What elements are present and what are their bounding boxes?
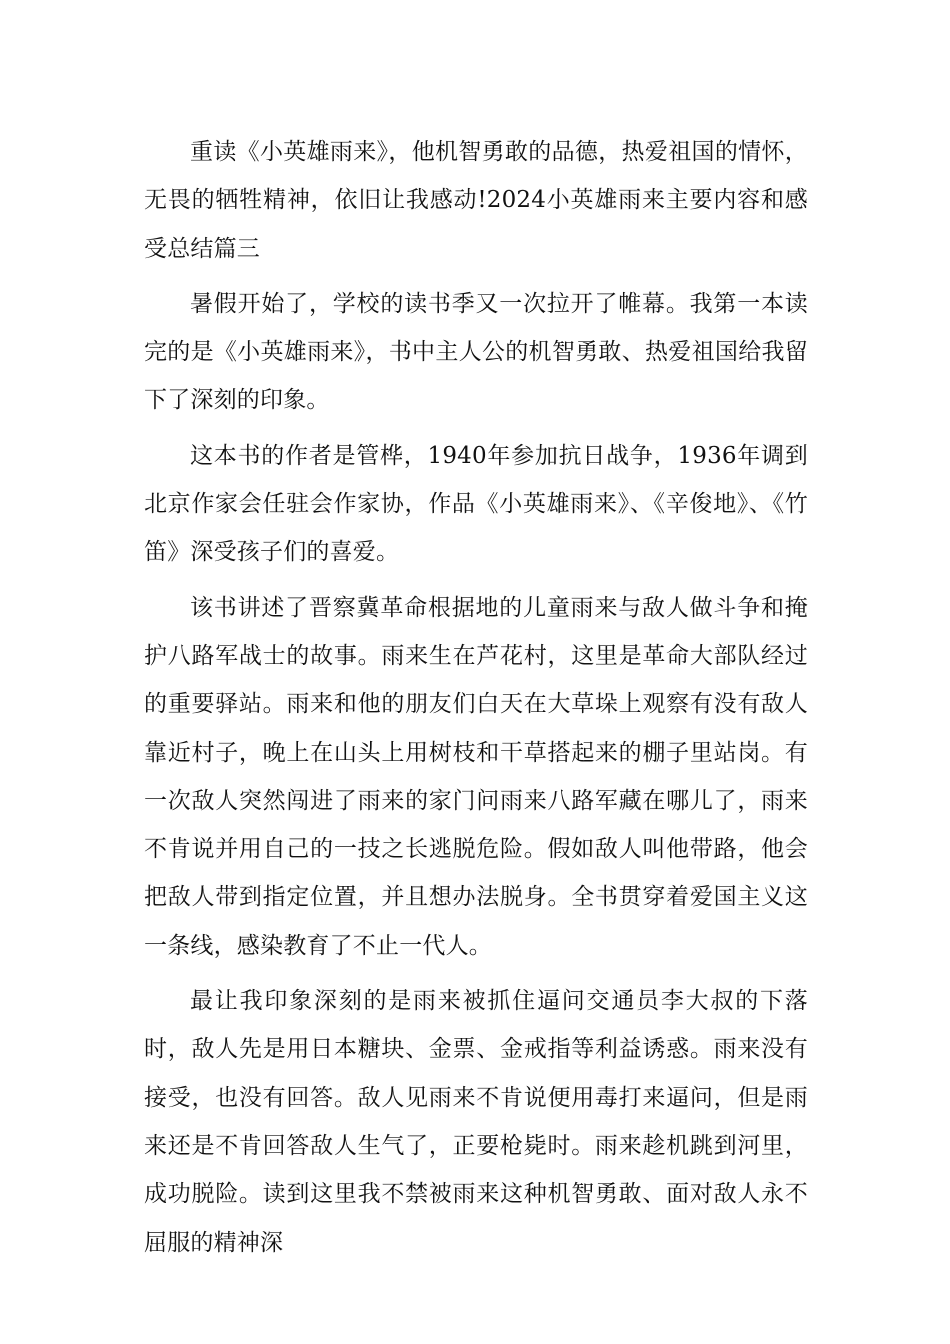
paragraph-2: 暑假开始了，学校的读书季又一次拉开了帷幕。我第一本读完的是《小英雄雨来》，书中主人公的机智勇敢、热爱祖国给我留下了深刻的印象。 bbox=[144, 290, 808, 414]
paragraph-4: 该书讲述了晋察冀革命根据地的儿童雨来与敌人做斗争和掩护八路军战士的故事。雨来生在芦花村，这里是革命大部队经过的重要驿站。雨来和他的朋友们白天在大草垛上观察有没有敌人靠近村子，晚上在山头上用树枝和干草搭起来的棚子里站岗。有一次敌人突然闯进了雨来的家门问雨来八路军藏在哪儿了，雨来不肯说并用自己的一技之长逃脱危险。假如敌人叫他带路，他会把敌人带到指定位置，并且想办法脱身。全书贯穿着爱国主义这一条线，感染教育了不止一代人。 bbox=[144, 594, 808, 959]
paragraph-3: 这本书的作者是管桦，1940年参加抗日战争，1936年调到北京作家会任驻会作家协，作品《小英雄雨来》、《辛俊地》、《竹笛》深受孩子们的喜爱。 bbox=[144, 442, 808, 566]
document-body bbox=[144, 128, 808, 1267]
paragraph-1: 重读《小英雄雨来》，他机智勇敢的品德，热爱祖国的情怀，无畏的牺牲精神，依旧让我感动!2024小英雄雨来主要内容和感受总结篇三 bbox=[144, 139, 808, 262]
paragraph-5: 最让我印象深刻的是雨来被抓住逼问交通员李大叔的下落时，敌人先是用日本糖块、金票、金戒指等利益诱惑。雨来没有接受，也没有回答。敌人见雨来不肯说便用毒打来逼问，但是雨来还是不肯回答敌人生气了，正要枪毙时。雨来趁机跳到河里，成功脱险。读到这里我不禁被雨来这种机智勇敢、面对敌人永不屈服的精神深 bbox=[144, 988, 808, 1256]
